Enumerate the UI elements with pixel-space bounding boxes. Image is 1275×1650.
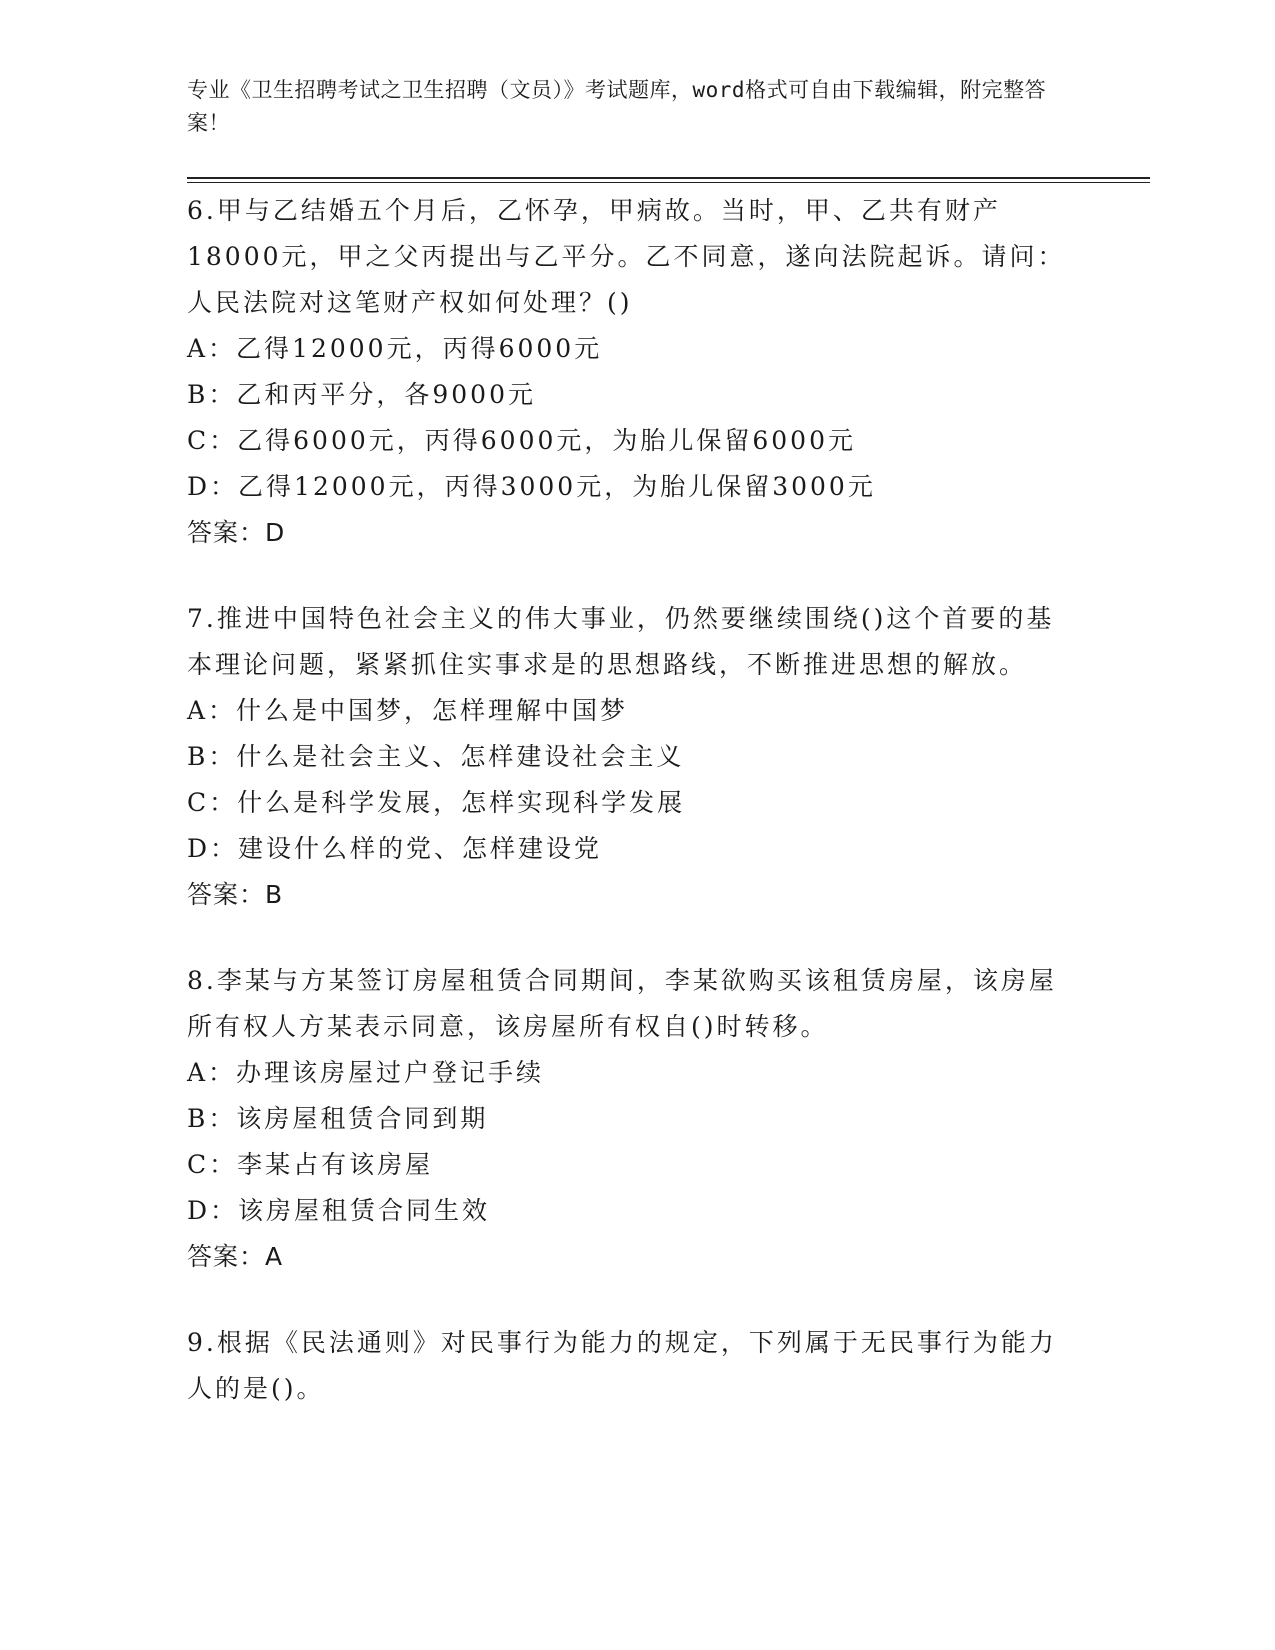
option-c: C：乙得6000元，丙得6000元，为胎儿保留6000元	[187, 426, 856, 455]
question-stem: 8.李某与方某签订房屋租赁合同期间，李某欲购买该租赁房屋，该房屋所有权人方某表示同意，该房屋所有权自()时转移。	[187, 966, 1057, 1041]
header-divider-thin	[187, 182, 1150, 183]
question-8	[187, 958, 1067, 1280]
question-list	[187, 188, 1067, 1412]
option-c: C：李某占有该房屋	[187, 1150, 434, 1179]
option-c: C：什么是科学发展，怎样实现科学发展	[187, 788, 686, 817]
question-stem: 6.甲与乙结婚五个月后，乙怀孕，甲病故。当时，甲、乙共有财产18000元，甲之父丙提出与乙平分。乙不同意，遂向法院起诉。请问：人民法院对这笔财产权如何处理？()	[187, 196, 1066, 317]
answer: 答案：D	[187, 518, 286, 547]
spacer	[187, 1280, 1067, 1320]
answer: 答案：A	[187, 1242, 284, 1271]
answer: 答案：B	[187, 880, 284, 909]
spacer	[187, 556, 1067, 596]
document-header: 专业《卫生招聘考试之卫生招聘（文员）》考试题库，word格式可自由下载编辑，附完整答案！	[187, 78, 1047, 135]
option-b: B：该房屋租赁合同到期	[187, 1104, 489, 1133]
option-a: A：什么是中国梦，怎样理解中国梦	[187, 696, 629, 725]
option-a: A：办理该房屋过户登记手续	[187, 1058, 545, 1087]
question-7	[187, 596, 1067, 918]
question-stem: 7.推进中国特色社会主义的伟大事业，仍然要继续围绕()这个首要的基本理论问题，紧紧抓住实事求是的思想路线，不断推进思想的解放。	[187, 604, 1055, 679]
option-d: D：该房屋租赁合同生效	[187, 1196, 491, 1225]
option-a: A：乙得12000元，丙得6000元	[187, 334, 603, 363]
question-stem: 9.根据《民法通则》对民事行为能力的规定，下列属于无民事行为能力人的是()。	[187, 1328, 1057, 1403]
option-d: D：建设什么样的党、怎样建设党	[187, 834, 603, 863]
question-9	[187, 1320, 1067, 1412]
option-d: D：乙得12000元，丙得3000元，为胎儿保留3000元	[187, 472, 876, 501]
option-b: B：乙和丙平分，各9000元	[187, 380, 536, 409]
spacer	[187, 918, 1067, 958]
header-divider	[187, 177, 1150, 179]
option-b: B：什么是社会主义、怎样建设社会主义	[187, 742, 685, 771]
question-6	[187, 188, 1067, 556]
